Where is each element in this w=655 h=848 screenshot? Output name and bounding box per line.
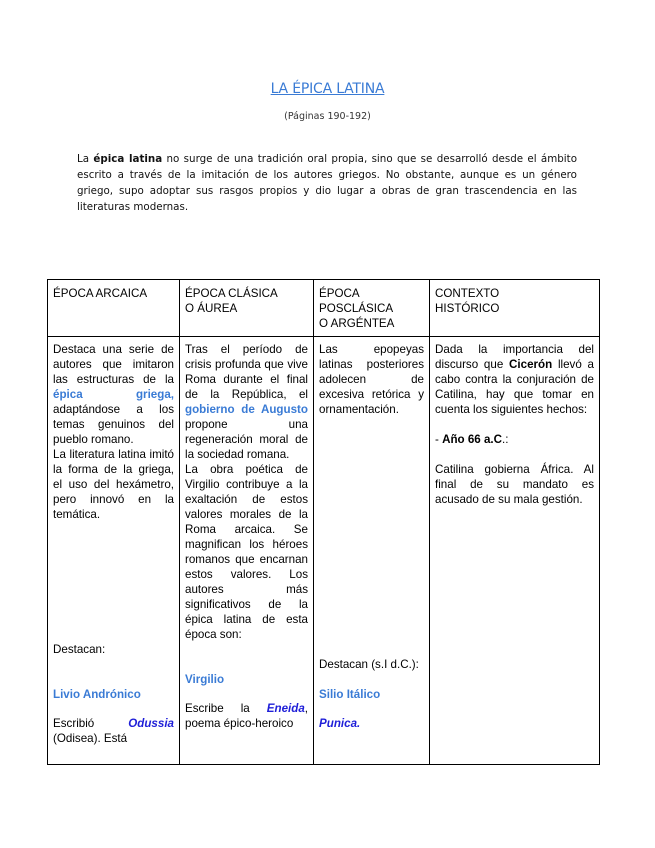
- work-punica: Punica.: [319, 717, 361, 730]
- link-gobierno-augusto[interactable]: gobierno de Augusto: [185, 403, 308, 416]
- intro-text-1: La: [77, 153, 94, 165]
- author-virgilio: Virgilio: [185, 673, 225, 686]
- page-subtitle: (Páginas 190-192): [284, 111, 371, 122]
- header-contexto: CONTEXTO HISTÓRICO: [430, 280, 600, 337]
- intro-text-2: no surge de una tradición oral propia, sino que se desarrolló desde el ámbito escrito a través de la imitación de los autores griegos. No obstante, aunque es un género griego, supo adoptar sus rasgos propios y dio lugar a obras de gran trascendencia en las literaturas modernas.: [77, 153, 578, 213]
- author-silio: Silio Itálico: [319, 688, 381, 701]
- intro-paragraph: [77, 151, 577, 215]
- intro-bold: épica latina: [93, 153, 163, 165]
- epochs-table: [47, 279, 600, 765]
- arcaica-text: Destaca una serie de autores que imitaron las estructuras de la épica griega, adaptándose a los temas genuinos del pueblo romano.: [53, 343, 174, 446]
- cell-contexto: [430, 337, 600, 765]
- header-clasica: ÉPOCA CLÁSICA O ÁUREA: [180, 280, 314, 337]
- clasica-text-2: La obra poética de Virgilio contribuye a la exaltación de estos valores morales de la Roma arcaica. Se magnifican los héroes romanos que encarnan estos valores. Los autores más significativos de la épica latina de esta época son:: [185, 463, 308, 641]
- clasica-text: Tras el período de crisis profunda que vive Roma durante el final de la República, el gobierno de Augusto propone una regeneración moral de la sociedad romana.: [185, 343, 308, 461]
- header-posclasica: ÉPOCA POSCLÁSICA O ARGÉNTEA: [314, 280, 430, 337]
- link-epica-griega[interactable]: épica griega,: [53, 388, 174, 401]
- contexto-text: Dada la importancia del discurso que Cicerón llevó a cabo contra la conjuración de Catilina, hay que tomar en cuenta los siguientes hechos:: [435, 343, 594, 416]
- page-title: LA ÉPICA LATINA: [270, 81, 385, 97]
- author-livio: Livio Andrónico: [53, 688, 141, 701]
- contexto-text-2: Catilina gobierna África. Al final de su mandato es acusado de su mala gestión.: [435, 463, 594, 506]
- clasica-work: Escribe la Eneida, poema épico-heroico: [185, 702, 308, 730]
- arcaica-work: Escribió Odussia (Odisea). Está: [53, 717, 174, 745]
- contexto-year: - Año 66 a.C.:: [435, 433, 509, 446]
- arcaica-text-2: La literatura latina imitó la forma de la griega, el uso del hexámetro, pero innovó en la temática.: [53, 448, 174, 521]
- header-arcaica: ÉPOCA ARCAICA: [48, 280, 180, 337]
- arcaica-destacan: Destacan:: [53, 643, 106, 656]
- posclasica-text: Las epopeyas latinas posteriores adolecen de excesiva retórica y ornamentación.: [319, 343, 424, 416]
- posclasica-destacan: Destacan (s.I d.C.):: [319, 658, 419, 671]
- cell-posclasica: [314, 337, 430, 765]
- cell-arcaica: [48, 337, 180, 765]
- cell-clasica: [180, 337, 314, 765]
- table-header-row: [48, 280, 600, 337]
- table-body-row: [48, 337, 600, 765]
